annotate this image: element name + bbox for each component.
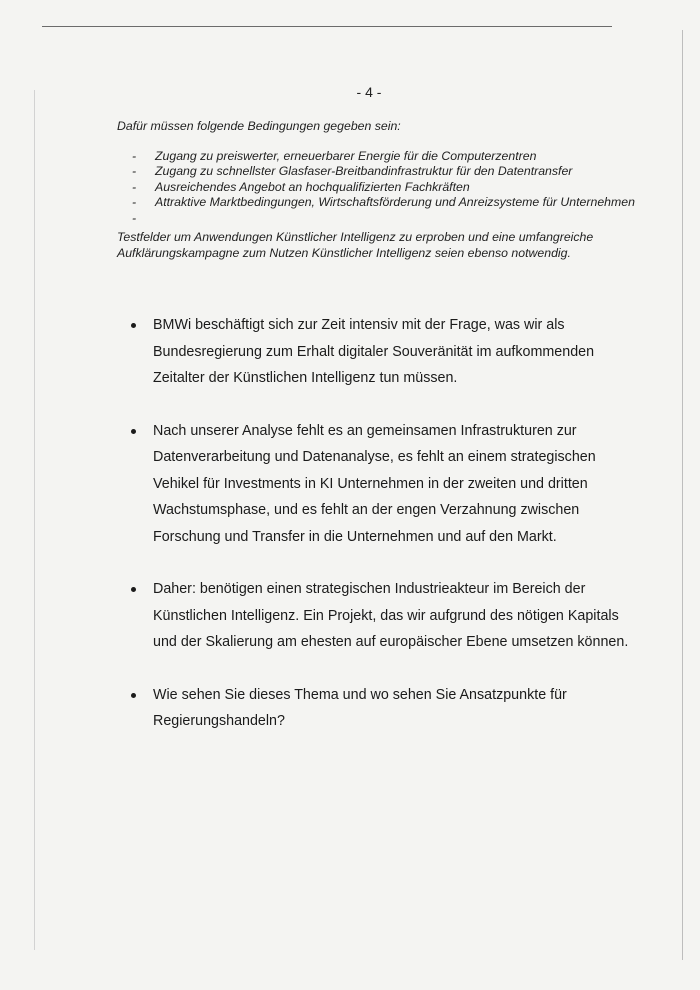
dash-marker: - (132, 148, 137, 163)
conditions-intro: Dafür müssen folgende Bedingungen gegeben sein: (117, 119, 401, 133)
bullet-item (128, 682, 633, 735)
header-rule (42, 26, 612, 27)
bullet-item (128, 312, 633, 392)
condition-text: Zugang zu schnellster Glasfaser-Breitbandinfrastruktur für den Datentransfer (155, 164, 573, 178)
scan-edge-right (682, 30, 683, 960)
bullet-dot-icon (131, 323, 136, 328)
condition-text: Attraktive Marktbedingungen, Wirtschaftsförderung und Anreizsysteme für Unternehmen (155, 195, 635, 209)
condition-item (117, 195, 637, 211)
bullet-dot-icon (131, 693, 136, 698)
conditions-block (117, 119, 637, 261)
bullet-text: BMWi beschäftigt sich zur Zeit intensiv mit der Frage, was wir als Bundesregierung zum Erhalt digitaler Souveränität im aufkommenden Zeitalter der Künstlichen Intelligenz tun müssen. (153, 317, 595, 386)
bullet-item (128, 576, 633, 656)
condition-text: Ausreichendes Angebot an hochqualifizierten Fachkräften (155, 179, 470, 194)
scan-edge-left (34, 90, 35, 950)
condition-item (117, 164, 637, 180)
bullet-item (128, 418, 633, 551)
page-number: - 4 - (356, 84, 382, 100)
bullet-dot-icon (131, 429, 136, 434)
condition-item (117, 180, 637, 196)
dash-marker: - (132, 210, 137, 225)
conditions-outro: Testfelder um Anwendungen Künstlicher Intelligenz zu erproben und eine umfangreiche Aufklärungskampagne zum Nutzen Künstlicher Intelligenz seien ebenso notwendig. (117, 230, 594, 260)
bullet-text: Daher: benötigen einen strategischen Industrieakteur im Bereich der Künstlichen Intelligenz. Ein Projekt, das wir aufgrund des nötigen Kapitals und der Skalierung am ehesten auf europäischer Ebene umsetzen können. (153, 581, 629, 650)
conditions-list (117, 149, 637, 227)
bullet-text: Nach unserer Analyse fehlt es an gemeinsamen Infrastrukturen zur Datenverarbeitung und Datenanalyse, es fehlt an einem strategischen Vehikel für Investments in KI Unternehmen in der zweiten und dritten Wachstumsphase, und es fehlt an der engen Verzahnung zwischen Forschung und Transfer in die Unternehmen und auf den Markt. (153, 422, 596, 545)
condition-item (117, 149, 637, 165)
bullet-dot-icon (131, 587, 136, 592)
dash-marker: - (132, 195, 137, 209)
bullet-list (128, 312, 633, 761)
condition-item-empty (117, 211, 637, 227)
bullet-text: Wie sehen Sie dieses Thema und wo sehen Sie Ansatzpunkte für Regierungshandeln? (153, 686, 567, 729)
condition-text: Zugang zu preiswerter, erneuerbarer Energie für die Computerzentren (155, 148, 537, 163)
dash-marker: - (132, 179, 137, 194)
dash-marker: - (132, 164, 137, 178)
